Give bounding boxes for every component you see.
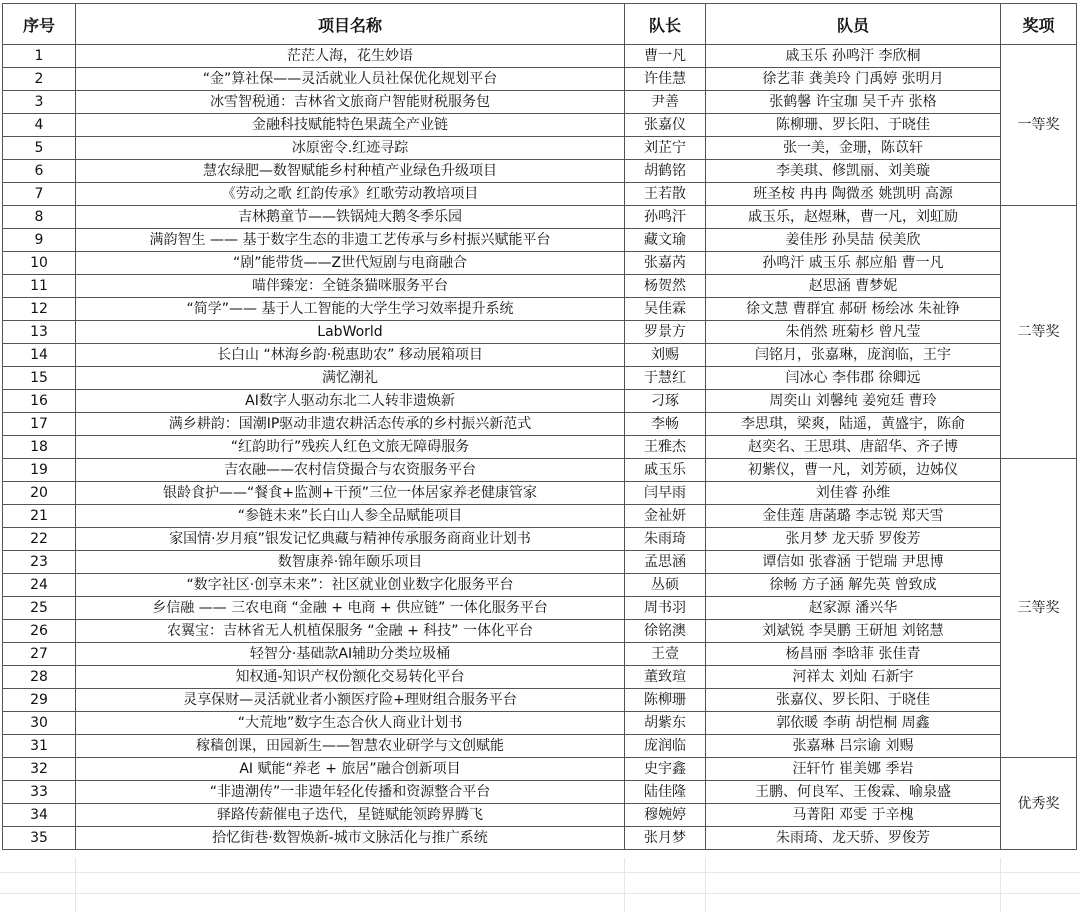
project-name: AI 赋能“养老 + 旅居”融合创新项目 (76, 758, 625, 781)
team-leader: 朱雨琦 (625, 528, 706, 551)
team-leader: 胡鹤铭 (625, 160, 706, 183)
team-members: 初紫仪，曹一凡，刘芳硕，边姊仪 (706, 459, 1001, 482)
table-row (3, 666, 1077, 689)
project-name: 满乡耕韵：国潮IP驱动非遗农耕活态传承的乡村振兴新范式 (76, 413, 625, 436)
table-row (3, 91, 1077, 114)
row-index: 29 (3, 689, 76, 712)
row-index: 8 (3, 206, 76, 229)
empty-grid-line (705, 858, 706, 912)
table-row (3, 413, 1077, 436)
header-row (3, 4, 1077, 45)
team-members: 张嘉琳 吕宗谕 刘赐 (706, 735, 1001, 758)
row-index: 6 (3, 160, 76, 183)
table-row (3, 137, 1077, 160)
team-members: 河祥太 刘灿 石新宇 (706, 666, 1001, 689)
row-index: 25 (3, 597, 76, 620)
team-members: 孙鸣汗 戚玉乐 郝应船 曹一凡 (706, 252, 1001, 275)
project-name: 灵享保财—灵活就业者小额医疗险+理财组合服务平台 (76, 689, 625, 712)
header-members: 队员 (706, 4, 1001, 45)
project-name: 银龄食护——“餐食+监测+干预”三位一体居家养老健康管家 (76, 482, 625, 505)
table-row (3, 344, 1077, 367)
table-row (3, 252, 1077, 275)
empty-grid-line (1000, 858, 1001, 912)
row-index: 10 (3, 252, 76, 275)
team-members: 张嘉仪、罗长阳、于晓佳 (706, 689, 1001, 712)
team-members: 李美琪、修凯丽、刘美璇 (706, 160, 1001, 183)
empty-grid-line (75, 858, 76, 912)
team-members: 王鹏、何良军、王俊霖、喻泉盛 (706, 781, 1001, 804)
team-members: 刘斌锐 李昊鹏 王研旭 刘铭慧 (706, 620, 1001, 643)
team-leader: 吴佳霖 (625, 298, 706, 321)
header-award: 奖项 (1001, 4, 1077, 45)
team-members: 赵家源 潘兴华 (706, 597, 1001, 620)
team-leader: 曹一凡 (625, 45, 706, 68)
team-members: 徐文慧 曹群宜 郝研 杨绘冰 朱祉铮 (706, 298, 1001, 321)
empty-grid-line (624, 858, 625, 912)
table-row (3, 827, 1077, 850)
project-name: “红韵助行”残疾人红色文旅无障碍服务 (76, 436, 625, 459)
award-level: 二等奖 (1001, 206, 1077, 459)
row-index: 17 (3, 413, 76, 436)
table-row (3, 298, 1077, 321)
team-members: 赵思涵 曹梦妮 (706, 275, 1001, 298)
header-project: 项目名称 (76, 4, 625, 45)
table-row (3, 459, 1077, 482)
team-members: 赵奕名、王思琪、唐韶华、齐子博 (706, 436, 1001, 459)
table-row (3, 367, 1077, 390)
project-name: 茫茫人海，花生妙语 (76, 45, 625, 68)
table-row (3, 68, 1077, 91)
project-name: 吉林鹅童节——铁锅炖大鹅冬季乐园 (76, 206, 625, 229)
header-index: 序号 (3, 4, 76, 45)
team-members: 朱俏然 班菊杉 曾凡莹 (706, 321, 1001, 344)
table-row (3, 689, 1077, 712)
project-name: 长白山 “林海乡韵·税惠助农” 移动展箱项目 (76, 344, 625, 367)
row-index: 3 (3, 91, 76, 114)
team-members: 陈柳珊、罗长阳、于晓佳 (706, 114, 1001, 137)
header-leader: 队长 (625, 4, 706, 45)
project-name: 满忆潮礼 (76, 367, 625, 390)
project-name: 《劳动之歌 红韵传承》红歌劳动教培项目 (76, 183, 625, 206)
project-name: 驿路传薪催电子迭代，星链赋能领跨界腾飞 (76, 804, 625, 827)
project-name: 家国情·岁月痕”银发记忆典藏与精神传承服务商商业计划书 (76, 528, 625, 551)
row-index: 13 (3, 321, 76, 344)
table-row (3, 229, 1077, 252)
table-row (3, 505, 1077, 528)
team-members: 徐畅 方子涵 解先英 曾致成 (706, 574, 1001, 597)
team-leader: 藏文瑜 (625, 229, 706, 252)
project-name: “参链未来”长白山人参全品赋能项目 (76, 505, 625, 528)
project-name: “简学”—— 基于人工智能的大学生学习效率提升系统 (76, 298, 625, 321)
team-members: 马菁阳 邓雯 于辛槐 (706, 804, 1001, 827)
team-members: 闫铭月，张嘉琳，庞润临，王宇 (706, 344, 1001, 367)
team-leader: 于慧红 (625, 367, 706, 390)
row-index: 12 (3, 298, 76, 321)
row-index: 31 (3, 735, 76, 758)
project-name: 冰原密令.红迹寻踪 (76, 137, 625, 160)
row-index: 28 (3, 666, 76, 689)
team-leader: 王雅杰 (625, 436, 706, 459)
project-name: LabWorld (76, 321, 625, 344)
project-name: “剧”能带货——Z世代短剧与电商融合 (76, 252, 625, 275)
team-members: 戚玉乐 孙鸣汗 李欣桐 (706, 45, 1001, 68)
team-leader: 王若散 (625, 183, 706, 206)
project-name: 冰雪智税通：吉林省文旅商户智能财税服务包 (76, 91, 625, 114)
team-members: 谭信如 张睿涵 于铠瑞 尹思博 (706, 551, 1001, 574)
team-members: 姜佳彤 孙昊喆 侯美欣 (706, 229, 1001, 252)
team-leader: 胡紫东 (625, 712, 706, 735)
team-members: 班圣桉 冉冉 陶微丞 姚凯明 高源 (706, 183, 1001, 206)
row-index: 30 (3, 712, 76, 735)
team-members: 戚玉乐，赵煜琳，曹一凡，刘虹励 (706, 206, 1001, 229)
project-name: 稼穑创课，田园新生——智慧农业研学与文创赋能 (76, 735, 625, 758)
team-leader: 许佳慧 (625, 68, 706, 91)
project-name: 知权通-知识产权份额化交易转化平台 (76, 666, 625, 689)
row-index: 35 (3, 827, 76, 850)
project-name: 乡信融 —— 三农电商 “金融 + 电商 + 供应链” 一体化服务平台 (76, 597, 625, 620)
project-name: 满韵智生 —— 基于数字生态的非遗工艺传承与乡村振兴赋能平台 (76, 229, 625, 252)
row-index: 24 (3, 574, 76, 597)
row-index: 15 (3, 367, 76, 390)
project-name: 喵伴臻宠：全链条猫咪服务平台 (76, 275, 625, 298)
award-level: 优秀奖 (1001, 758, 1077, 850)
project-name: 数智康养·锦年颐乐项目 (76, 551, 625, 574)
table-row (3, 735, 1077, 758)
team-leader: 张月梦 (625, 827, 706, 850)
row-index: 23 (3, 551, 76, 574)
team-members: 李思琪，梁爽，陆遥，黄盛宇，陈俞 (706, 413, 1001, 436)
team-leader: 孙鸣汗 (625, 206, 706, 229)
row-index: 14 (3, 344, 76, 367)
team-members: 张鹤馨 许宝珈 吴千卉 张格 (706, 91, 1001, 114)
table-row (3, 643, 1077, 666)
award-table (2, 3, 1077, 850)
team-leader: 徐铭澳 (625, 620, 706, 643)
team-leader: 刘赐 (625, 344, 706, 367)
row-index: 1 (3, 45, 76, 68)
table-row (3, 804, 1077, 827)
project-name: 吉农融——农村信贷撮合与农资服务平台 (76, 459, 625, 482)
row-index: 5 (3, 137, 76, 160)
row-index: 21 (3, 505, 76, 528)
project-name: AI数字人驱动东北二人转非遗焕新 (76, 390, 625, 413)
team-leader: 穆婉婷 (625, 804, 706, 827)
row-index: 20 (3, 482, 76, 505)
team-leader: 罗景方 (625, 321, 706, 344)
team-members: 朱雨琦、龙天骄、罗俊芳 (706, 827, 1001, 850)
table-row (3, 390, 1077, 413)
team-leader: 杨贺然 (625, 275, 706, 298)
team-leader: 刁琢 (625, 390, 706, 413)
team-leader: 孟思涵 (625, 551, 706, 574)
table-row (3, 160, 1077, 183)
project-name: 金融科技赋能特色果蔬全产业链 (76, 114, 625, 137)
table-row (3, 114, 1077, 137)
table-row (3, 45, 1077, 68)
team-members: 闫冰心 李伟郡 徐卿远 (706, 367, 1001, 390)
row-index: 7 (3, 183, 76, 206)
row-index: 16 (3, 390, 76, 413)
table-row (3, 206, 1077, 229)
project-name: 慧农绿肥—数智赋能乡村种植产业绿色升级项目 (76, 160, 625, 183)
table-row (3, 275, 1077, 298)
team-leader: 金祉妍 (625, 505, 706, 528)
team-members: 张一美，金珊，陈苡轩 (706, 137, 1001, 160)
project-name: 拾忆街巷·数智焕新-城市文脉活化与推广系统 (76, 827, 625, 850)
row-index: 4 (3, 114, 76, 137)
table-row (3, 528, 1077, 551)
team-leader: 陈柳珊 (625, 689, 706, 712)
table-body (3, 45, 1077, 850)
empty-grid-line (0, 893, 1080, 894)
team-leader: 陆佳隆 (625, 781, 706, 804)
row-index: 22 (3, 528, 76, 551)
team-leader: 丛硕 (625, 574, 706, 597)
project-name: “金”算社保——灵活就业人员社保优化规划平台 (76, 68, 625, 91)
row-index: 27 (3, 643, 76, 666)
project-name: “大荒地”数字生态合伙人商业计划书 (76, 712, 625, 735)
team-members: 郭依暖 李萌 胡恺桐 周鑫 (706, 712, 1001, 735)
team-leader: 董致瑄 (625, 666, 706, 689)
table-row (3, 482, 1077, 505)
team-leader: 尹善 (625, 91, 706, 114)
table-row (3, 758, 1077, 781)
team-members: 刘佳睿 孙维 (706, 482, 1001, 505)
award-level: 三等奖 (1001, 459, 1077, 758)
team-leader: 张嘉仪 (625, 114, 706, 137)
team-leader: 史宇鑫 (625, 758, 706, 781)
team-leader: 闫早雨 (625, 482, 706, 505)
team-members: 金佳莲 唐菡璐 李志锐 郑天雪 (706, 505, 1001, 528)
project-name: 农翼宝：吉林省无人机植保服务 “金融 + 科技” 一体化平台 (76, 620, 625, 643)
team-members: 张月梦 龙天骄 罗俊芳 (706, 528, 1001, 551)
team-leader: 李畅 (625, 413, 706, 436)
team-leader: 张嘉芮 (625, 252, 706, 275)
row-index: 11 (3, 275, 76, 298)
table-row (3, 781, 1077, 804)
table-row (3, 183, 1077, 206)
table-row (3, 436, 1077, 459)
team-leader: 刘芷宁 (625, 137, 706, 160)
table-row (3, 551, 1077, 574)
row-index: 32 (3, 758, 76, 781)
row-index: 26 (3, 620, 76, 643)
team-leader: 戚玉乐 (625, 459, 706, 482)
project-name: “数字社区·创享未来”：社区就业创业数字化服务平台 (76, 574, 625, 597)
team-members: 杨昌丽 李晗菲 张佳青 (706, 643, 1001, 666)
table-row (3, 620, 1077, 643)
project-name: 轻智分·基础款AI辅助分类垃圾桶 (76, 643, 625, 666)
team-leader: 庞润临 (625, 735, 706, 758)
table-row (3, 597, 1077, 620)
empty-grid-line (0, 872, 1080, 873)
row-index: 9 (3, 229, 76, 252)
row-index: 18 (3, 436, 76, 459)
team-leader: 王壹 (625, 643, 706, 666)
row-index: 2 (3, 68, 76, 91)
table-row (3, 321, 1077, 344)
team-members: 汪轩竹 崔美娜 季岩 (706, 758, 1001, 781)
row-index: 34 (3, 804, 76, 827)
team-members: 徐艺菲 龚美玲 门禹婷 张明月 (706, 68, 1001, 91)
row-index: 19 (3, 459, 76, 482)
team-leader: 周书羽 (625, 597, 706, 620)
award-level: 一等奖 (1001, 45, 1077, 206)
row-index: 33 (3, 781, 76, 804)
table-row (3, 712, 1077, 735)
table-row (3, 574, 1077, 597)
project-name: “非遗潮传”一非遗年轻化传播和资源整合平台 (76, 781, 625, 804)
team-members: 周奕山 刘馨纯 姜宛廷 曹玲 (706, 390, 1001, 413)
